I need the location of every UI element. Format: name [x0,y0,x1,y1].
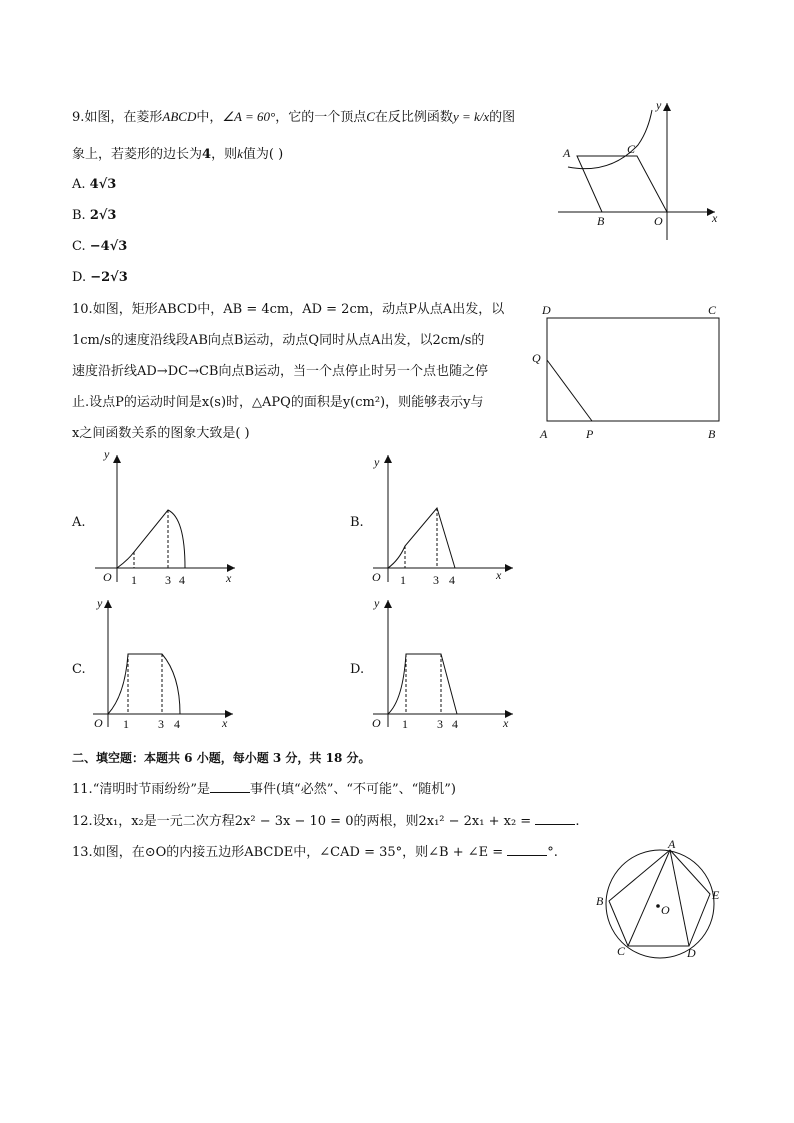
q9-option-d[interactable]: D. −2√3 [72,270,128,285]
label-b: B [596,894,604,908]
q9-option-b[interactable]: B. 2√3 [72,208,117,223]
label-x: x [712,211,718,225]
q10-choice-d-graph[interactable] [368,595,528,735]
label-c: C [708,303,717,317]
rhombus-abco [577,156,667,212]
origin-label: O [103,570,112,584]
q11-answer-blank[interactable] [210,780,250,793]
label-o: O [654,214,663,228]
q9-line2: 象上，若菱形的边长为4，则k值为( ) [72,146,284,162]
tick-1: 1 [400,573,406,587]
y-label: y [374,455,380,469]
q10-line5: x之间函数关系的图象大致是( ) [72,426,250,441]
q10-choice-d-letter[interactable]: D. [350,662,365,677]
tick-1: 1 [131,573,137,587]
segment-qp [547,360,592,421]
x-label: x [222,716,228,730]
q10-line1: 10.如图，矩形ABCD中，AB = 4cm，AD = 2cm，动点P从点A出发，以 [72,302,505,317]
section-title: 二、填空题：本题共 6 小题，每小题 3 分，共 18 分。 [72,751,371,765]
segment-ac [628,850,670,946]
x-label: x [503,716,509,730]
y-label: y [97,596,103,610]
q12-line: 12.设x₁，x₂是一元二次方程2x² − 3x − 10 = 0的两根，则2x₁² − 2x₁ + x₂ = . [72,814,580,829]
q9-rhombus-figure [550,95,730,245]
tick-1: 1 [123,717,129,731]
origin-label: O [94,716,103,730]
q9-line1: 9.如图，在菱形ABCD中，∠A = 60°，它的一个顶点C在反比例函数y = k/x的图 [72,109,516,125]
q10-choice-a-letter[interactable]: A. [72,515,86,530]
q10-line2: 1cm/s的速度沿线段AB向点B运动，动点Q同时从点A出发，以2cm/s的 [72,333,485,348]
q11-line: 11.“清明时节雨纷纷”是 事件(填“必然”、“不可能”、“随机”) [72,782,457,797]
function-curve [108,654,180,714]
tick-3: 3 [165,573,171,587]
label-y: y [656,98,662,112]
tick-1: 1 [402,717,408,731]
label-b: B [708,427,716,441]
tick-3: 3 [158,717,164,731]
label-o: O [661,903,670,917]
label-q: Q [532,351,541,365]
tick-4: 4 [174,717,180,731]
label-a: A [668,837,676,851]
rectangle-abcd [547,318,719,421]
q13-line: 13.如图，在⊙O的内接五边形ABCDE中，∠CAD = 35°，则∠B + ∠E = °. [72,845,558,860]
tick-3: 3 [437,717,443,731]
q13-answer-blank[interactable] [507,843,547,856]
label-c: C [617,944,626,958]
q9-option-a[interactable]: A. 4√3 [72,177,117,192]
origin-label: O [372,570,381,584]
y-label: y [374,596,380,610]
label-p: P [586,427,594,441]
y-axis-arrow [663,103,671,111]
q9-option-c[interactable]: C. −4√3 [72,239,128,254]
y-axis-arrow [113,455,121,463]
q10-choice-a-graph[interactable] [90,447,250,590]
y-axis-arrow [384,600,392,608]
y-label: y [104,447,110,461]
label-d: D [687,946,696,960]
q10-choice-c-graph[interactable] [88,595,248,735]
y-axis-arrow [384,455,392,463]
q10-line4: 止.设点P的运动时间是x(s)时，△APQ的面积是y(cm²)，则能够表示y与 [72,395,484,410]
x-label: x [496,568,502,582]
tick-4: 4 [452,717,458,731]
q13-circle-figure [590,838,730,968]
q10-choice-c-letter[interactable]: C. [72,662,86,677]
label-e: E [712,888,720,902]
circle-o [606,850,714,958]
label-a: A [563,146,571,160]
q10-rectangle-figure [530,300,730,445]
function-curve [388,654,457,714]
function-curve [388,508,455,568]
function-curve [117,510,185,568]
label-d: D [542,303,551,317]
label-a: A [540,427,548,441]
tick-4: 4 [179,573,185,587]
q12-answer-blank[interactable] [535,812,575,825]
pentagon-abcde [609,850,710,946]
label-b: B [597,214,605,228]
origin-label: O [372,716,381,730]
tick-3: 3 [433,573,439,587]
q9-number: 9. [72,110,85,125]
q10-choice-b-graph[interactable] [368,450,528,590]
label-c: C [627,142,636,156]
tick-4: 4 [449,573,455,587]
q10-choice-b-letter[interactable]: B. [350,515,364,530]
q10-line3: 速度沿折线AD→DC→CB向点B运动，当一个点停止时另一个点也随之停 [72,364,489,379]
x-axis-arrow [505,564,513,572]
segment-ad [670,850,689,946]
center-point [656,904,660,908]
x-label: x [226,571,232,585]
y-axis-arrow [104,600,112,608]
